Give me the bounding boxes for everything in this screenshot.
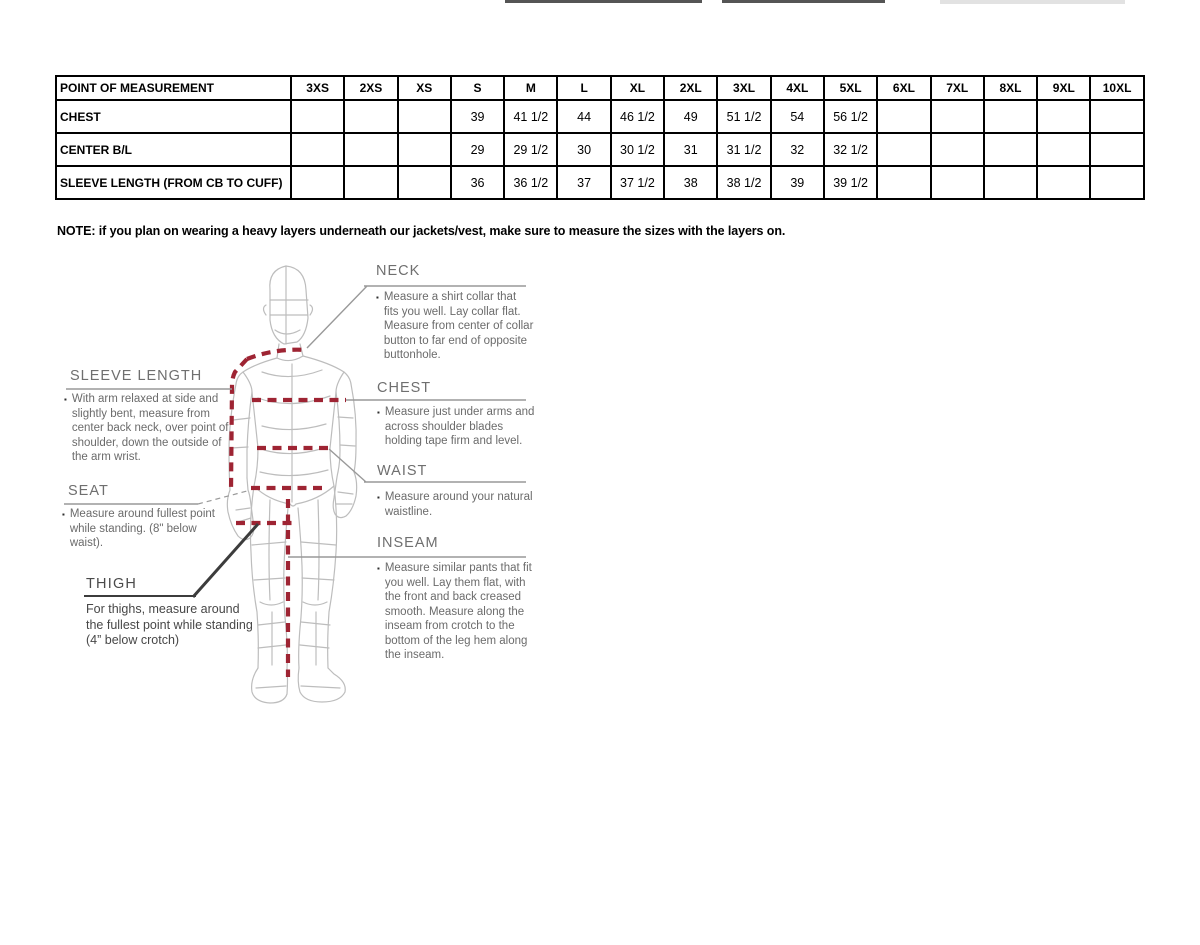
size-cell: 30 (557, 133, 610, 166)
size-cell (291, 133, 344, 166)
size-cell (398, 133, 451, 166)
size-cell: 39 1/2 (824, 166, 877, 199)
size-cell: 29 (451, 133, 504, 166)
section-text-waist: ▪ Measure around your natural waistline. (377, 491, 533, 518)
col-header-l: L (557, 76, 610, 100)
size-cell (1090, 166, 1143, 199)
bullet-icon: ▪ (62, 510, 65, 519)
section-title-chest: CHEST (377, 380, 432, 396)
size-cell (877, 133, 930, 166)
row-label: CENTER B/L (56, 133, 291, 166)
col-header-9xl: 9XL (1037, 76, 1090, 100)
section-text-inseam: ▪ Measure similar pants that fit you well. Lay them flat, with the front and back creased smooth. Measure along the inseam from crotch to the bottom of the leg hem along the inseam. (377, 562, 532, 661)
cropped-title-fragment (722, 0, 885, 3)
bullet-icon: ▪ (377, 564, 380, 573)
size-cell (291, 100, 344, 133)
table-row-center-bl (56, 133, 1144, 166)
size-cell: 51 1/2 (717, 100, 770, 133)
size-cell (877, 166, 930, 199)
size-cell (984, 133, 1037, 166)
section-title-sleeve-length: SLEEVE LENGTH (70, 368, 203, 384)
size-cell: 39 (771, 166, 824, 199)
col-header-xs: XS (398, 76, 451, 100)
col-header-7xl: 7XL (931, 76, 984, 100)
col-header-point-of-measurement: POINT OF MEASUREMENT (56, 76, 291, 100)
size-cell (344, 166, 397, 199)
size-cell (1037, 133, 1090, 166)
table-row-sleeve-length (56, 166, 1144, 199)
size-cell (1090, 100, 1143, 133)
seat-leader-dashes (198, 491, 247, 504)
bullet-icon: ▪ (376, 293, 379, 302)
section-title-inseam: INSEAM (377, 535, 439, 551)
section-text-sleeve-length: ▪ With arm relaxed at side and slightly bent, measure from center back neck, over point of shoulder, down the outside of the arm wrist. (64, 393, 229, 463)
size-cell: 29 1/2 (504, 133, 557, 166)
size-cell (1037, 100, 1090, 133)
col-header-2xl: 2XL (664, 76, 717, 100)
col-header-m: M (504, 76, 557, 100)
col-header-5xl: 5XL (824, 76, 877, 100)
size-cell (344, 133, 397, 166)
size-cell: 32 (771, 133, 824, 166)
size-cell (398, 100, 451, 133)
section-title-seat: SEAT (68, 483, 109, 499)
size-cell: 36 (451, 166, 504, 199)
size-cell (984, 166, 1037, 199)
size-cell: 49 (664, 100, 717, 133)
size-cell (291, 166, 344, 199)
waist-leader-line (329, 449, 526, 482)
bullet-icon: ▪ (377, 493, 380, 502)
col-header-s: S (451, 76, 504, 100)
size-cell (984, 100, 1037, 133)
cropped-title-fragment (505, 0, 702, 3)
table-header-row (56, 76, 1144, 100)
col-header-xl: XL (611, 76, 664, 100)
size-cell (931, 133, 984, 166)
bullet-icon: ▪ (377, 408, 380, 417)
col-header-2xs: 2XS (344, 76, 397, 100)
size-cell: 56 1/2 (824, 100, 877, 133)
size-cell: 38 (664, 166, 717, 199)
col-header-6xl: 6XL (877, 76, 930, 100)
size-cell: 46 1/2 (611, 100, 664, 133)
row-label: CHEST (56, 100, 291, 133)
size-cell (344, 100, 397, 133)
section-text-thigh: For thighs, measure around the fullest point while standing (4” below crotch) (86, 602, 253, 647)
size-cell: 39 (451, 100, 504, 133)
size-cell: 31 (664, 133, 717, 166)
size-cell: 38 1/2 (717, 166, 770, 199)
section-text-neck: ▪ Measure a shirt collar that fits you well. Lay collar flat. Measure from center of collar button to far end of opposite buttonhole. (376, 291, 534, 361)
size-cell (931, 166, 984, 199)
row-label: SLEEVE LENGTH (FROM CB TO CUFF) (56, 166, 291, 199)
size-cell (931, 100, 984, 133)
col-header-8xl: 8XL (984, 76, 1037, 100)
table-row-chest (56, 100, 1144, 133)
size-cell: 37 1/2 (611, 166, 664, 199)
layers-note: NOTE: if you plan on wearing a heavy layers underneath our jackets/vest, make sure to measure the sizes with the layers on. (57, 224, 786, 238)
col-header-3xs: 3XS (291, 76, 344, 100)
size-cell: 36 1/2 (504, 166, 557, 199)
size-cell (398, 166, 451, 199)
section-text-chest: ▪ Measure just under arms and across shoulder blades holding tape firm and level. (377, 406, 535, 447)
size-cell: 32 1/2 (824, 133, 877, 166)
size-measurement-table (55, 75, 1145, 200)
cropped-title-fragment (940, 0, 1125, 4)
section-title-waist: WAIST (377, 463, 428, 479)
size-cell (877, 100, 930, 133)
col-header-10xl: 10XL (1090, 76, 1143, 100)
size-cell: 37 (557, 166, 610, 199)
size-cell: 31 1/2 (717, 133, 770, 166)
section-title-thigh: THIGH (86, 576, 138, 592)
bullet-icon: ▪ (64, 395, 67, 404)
size-cell (1037, 166, 1090, 199)
section-title-neck: NECK (376, 263, 421, 279)
size-cell: 54 (771, 100, 824, 133)
col-header-4xl: 4XL (771, 76, 824, 100)
size-cell: 41 1/2 (504, 100, 557, 133)
size-cell (1090, 133, 1143, 166)
section-text-seat: ▪ Measure around fullest point while standing. (8" below waist). (62, 508, 215, 549)
col-header-3xl: 3XL (717, 76, 770, 100)
size-cell: 44 (557, 100, 610, 133)
size-cell: 30 1/2 (611, 133, 664, 166)
